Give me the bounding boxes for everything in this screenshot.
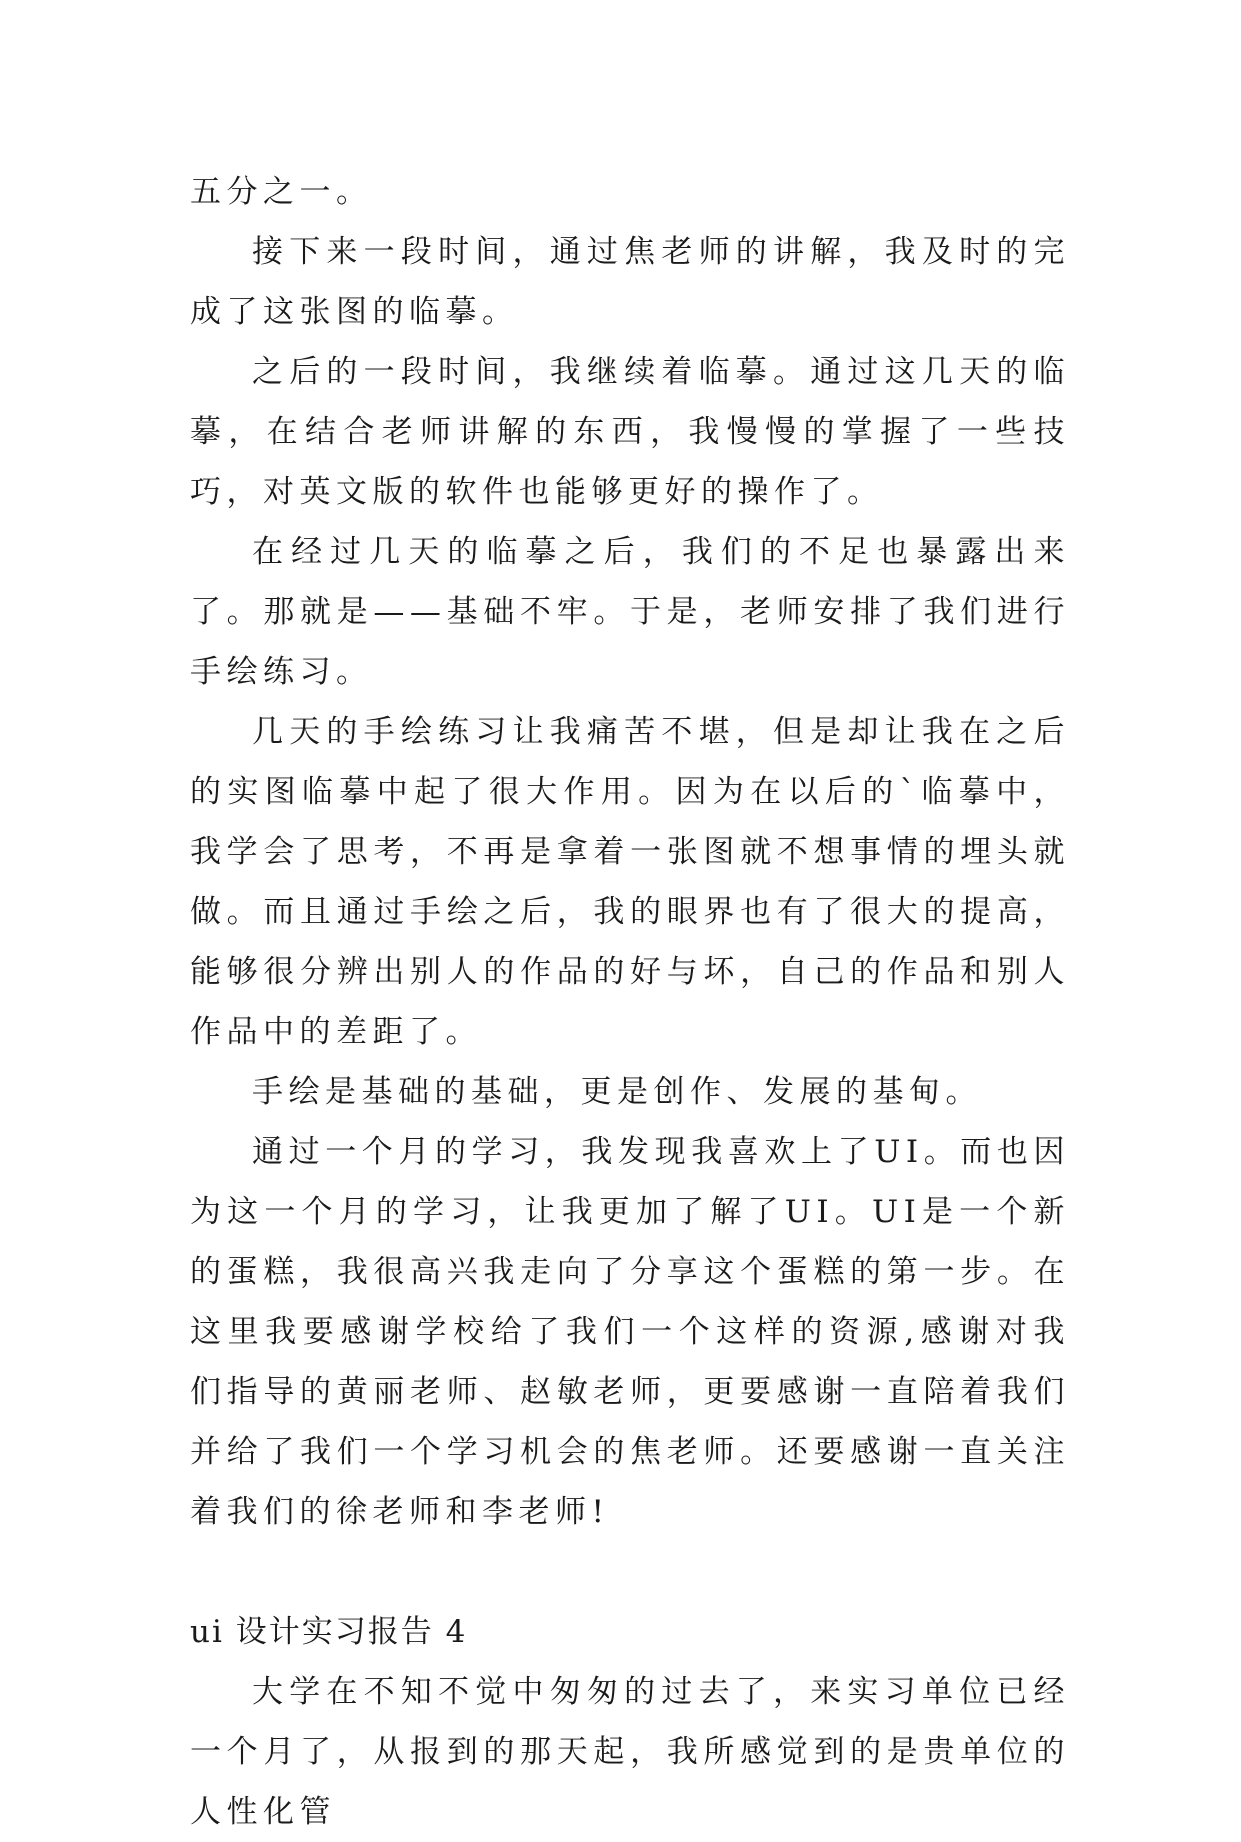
paragraph: 几天的手绘练习让我痛苦不堪，但是却让我在之后的实图临摹中起了很大作用。因为在以后的`临摹中，我学会了思考，不再是拿着一张图就不想事情的埋头就做。而且通过手绘之后，我的眼界也有了很大的提高，能够很分辨出别人的作品的好与坏，自己的作品和别人作品中的差距了。 — [190, 714, 1070, 1050]
paragraph-continued: 五分之一。 — [190, 174, 373, 210]
paragraph: 接下来一段时间，通过焦老师的讲解，我及时的完成了这张图的临摹。 — [190, 234, 1070, 330]
section-heading: ui 设计实习报告 4 — [190, 1614, 468, 1650]
paragraph: 在经过几天的临摹之后，我们的不足也暴露出来了。那就是——基础不牢。于是，老师安排了我们进行手绘练习。 — [190, 534, 1070, 690]
paragraph: 之后的一段时间，我继续着临摹。通过这几天的临摹，在结合老师讲解的东西，我慢慢的掌握了一些技巧，对英文版的软件也能够更好的操作了。 — [190, 354, 1070, 510]
paragraph: 手绘是基础的基础，更是创作、发展的基甸。 — [252, 1074, 982, 1110]
document-body — [190, 162, 1070, 1842]
paragraph: 通过一个月的学习，我发现我喜欢上了UI。而也因为这一个月的学习，让我更加了解了UI。UI是一个新的蛋糕，我很高兴我走向了分享这个蛋糕的第一步。在这里我要感谢学校给了我们一个这样的资源,感谢对我们指导的黄丽老师、赵敏老师，更要感谢一直陪着我们并给了我们一个学习机会的焦老师。还要感谢一直关注着我们的徐老师和李老师! — [190, 1134, 1070, 1530]
paragraph: 大学在不知不觉中匆匆的过去了，来实习单位已经一个月了，从报到的那天起，我所感觉到的是贵单位的人性化管 — [190, 1674, 1070, 1830]
